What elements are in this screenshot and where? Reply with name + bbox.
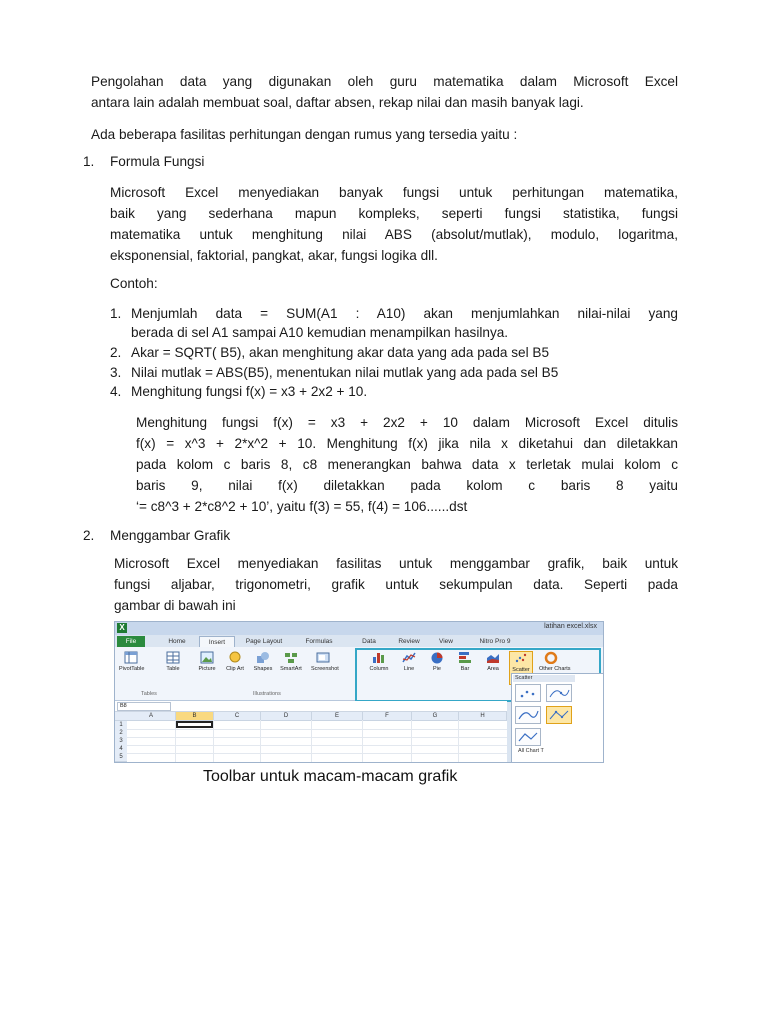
picture-icon [200,651,214,664]
example-2-line: Akar = SQRT( B5), akan menghitung akar data yang ada pada sel B5 [131,345,550,360]
tab-formulas[interactable]: Formulas [305,638,333,645]
scatter-smooth-option[interactable] [515,706,541,724]
column-header-g[interactable]: G [412,712,459,721]
smartart-button[interactable] [279,651,303,685]
tab-nitro[interactable]: Nitro Pro 9 [479,638,511,645]
intro-paragraph-cont [91,92,678,113]
gridline [362,720,363,762]
excel-title-bar [115,622,603,635]
scatter-dropdown-title: Scatter [513,675,575,682]
shapes-label: Shapes [253,666,273,672]
formula-bar [115,701,507,712]
row-header-1[interactable]: 1 [115,721,127,730]
detail-line-3: pada kolom c baris 8, c8 menerangkan bahwa data x terletak mulai kolom c [136,457,678,472]
example-4-line: Menghitung fungsi f(x) = x3 + 2x2 + 10. [131,384,368,399]
scatter-smooth-markers-icon [547,685,571,701]
intro-line-1: Pengolahan data yang digunakan oleh guru matematika dalam Microsoft Excel [91,74,678,89]
detail-line-2: f(x) = x^3 + 2*x^2 + 10. Menghitung f(x) jika nila x diketahui dan diletakkan [136,436,678,451]
column-header-a[interactable]: A [127,712,176,721]
column-header-b[interactable]: B [176,712,214,721]
section-2-number: 2. [83,528,95,543]
gridline [213,720,214,762]
column-label: Column [369,666,389,672]
tab-insert[interactable]: Insert [199,636,235,648]
section-2-para-line-3: gambar di bawah ini [114,598,236,613]
selected-cell[interactable] [176,721,213,728]
column-header-f[interactable]: F [363,712,412,721]
column-header-d[interactable]: D [261,712,312,721]
example-1-line-1: Menjumlah data = SUM(A1 : A10) akan menjumlahkan nilai-nilai yang [131,306,678,321]
section-1-para-line-2: baik yang sederhana mapun kompleks, seperti fungsi statistika, fungsi [110,206,678,221]
example-1-number: 1. [110,306,122,321]
gridline [127,729,507,730]
line-label: Line [403,666,415,672]
column-header-e[interactable]: E [312,712,363,721]
shapes-button[interactable] [251,651,275,685]
example-2-number: 2. [110,345,122,360]
screenshot-icon [316,651,330,664]
gridline [127,753,507,754]
smartart-icon [284,651,298,664]
clip-art-button[interactable] [223,651,247,685]
scatter-straight-icon [516,729,540,745]
group-label-tables: Tables [141,691,157,697]
intro-sentence [91,124,678,145]
table-button[interactable] [161,651,185,685]
detail-line-4: baris 9, nilai f(x) diletakkan pada kolom c baris 8 yaitu [136,478,678,493]
section-1-heading: Formula Fungsi [110,154,205,169]
table-icon [166,651,180,664]
scatter-smooth-icon [516,707,540,723]
section-1-para-line-1: Microsoft Excel menyediakan banyak fungsi untuk perhitungan matematika, [110,185,678,200]
section-1-para-line-4: eksponensial, faktorial, pangkat, akar, fungsi logika dll. [110,248,438,263]
tab-data[interactable]: Data [362,638,376,645]
all-chart-types-link[interactable]: All Chart T [518,748,544,754]
table-label: Table [166,666,180,672]
detail-line-1: Menghitung fungsi f(x) = x3 + 2x2 + 10 dalam Microsoft Excel ditulis [136,415,678,430]
gridline [311,720,312,762]
intro-paragraph [91,71,678,92]
pivottable-label: PivotTable [119,666,145,672]
row-header-2[interactable]: 2 [115,729,127,738]
ribbon-tabs [115,636,603,647]
row-header-3[interactable]: 3 [115,737,127,746]
smartart-label: SmartArt [280,666,302,672]
intro-line-3: Ada beberapa fasilitas perhitungan dengan rumus yang tersedia yaitu : [91,127,518,142]
scatter-markers-icon [516,685,540,701]
pivottable-button[interactable] [119,651,143,685]
gridline [458,720,459,762]
tab-page-layout[interactable]: Page Layout [245,638,283,645]
scatter-straight-markers-icon [547,707,571,723]
picture-label: Picture [198,666,216,672]
example-3-line: Nilai mutlak = ABS(B5), menentukan nilai mutlak yang ada pada sel B5 [131,365,559,380]
tab-view[interactable]: View [439,638,453,645]
column-header-h[interactable]: H [459,712,507,721]
tab-file[interactable]: File [117,636,145,647]
section-1-number: 1. [83,154,95,169]
tab-review[interactable]: Review [398,638,420,645]
excel-file-name: latihan excel.xlsx [544,623,597,630]
pivottable-icon [124,651,138,664]
pie-label: Pie [433,666,441,672]
group-label-illustrations: Illustrations [253,691,281,697]
example-1-line-2: berada di sel A1 sampai A10 kemudian menampilkan hasilnya. [131,325,509,340]
row-header-5[interactable]: 5 [115,753,127,762]
scatter-label: Scatter [512,667,530,673]
scatter-smooth-markers-option[interactable] [546,684,572,702]
area-label: Area [487,666,499,672]
contoh-label: Contoh: [110,276,158,291]
scatter-straight-markers-option[interactable] [546,706,572,724]
gridline [411,720,412,762]
bar-label: Bar [460,666,470,672]
example-4-number: 4. [110,384,122,399]
other-charts-label: Other Charts [539,666,571,672]
screenshot-button[interactable] [311,651,339,685]
gridline [127,745,507,746]
section-2-para-line-2: fungsi aljabar, trigonometri, grafik untuk sekumpulan data. Seperti pada [114,577,678,592]
clip-art-label: Clip Art [226,666,244,672]
section-2-para-line-1: Microsoft Excel menyediakan fasilitas untuk menggambar grafik, baik untuk [114,556,678,571]
section-1-para-line-3: matematika untuk menghitung nilai ABS (absolut/mutlak), modulo, logaritma, [110,227,678,242]
scatter-straight-option[interactable] [515,728,541,746]
column-header-c[interactable]: C [214,712,261,721]
scatter-markers-option[interactable] [515,684,541,702]
picture-button[interactable] [195,651,219,685]
shapes-icon [256,651,270,664]
excel-app-icon: X [117,623,127,633]
section-2-heading: Menggambar Grafik [110,528,231,543]
example-3-number: 3. [110,365,122,380]
tab-home[interactable]: Home [168,638,186,645]
clip-art-icon [228,651,242,664]
worksheet-grid [115,712,507,762]
row-header-4[interactable]: 4 [115,745,127,754]
detail-line-5: ‘= c8^3 + 2*c8^2 + 10’, yaitu f(3) = 55, f(4) = 106......dst [136,499,468,514]
name-box[interactable]: B8 [117,702,171,711]
screenshot-label: Screenshot [311,666,339,672]
gridline [260,720,261,762]
gridline [127,737,507,738]
excel-screenshot [114,621,604,763]
figure-caption: Toolbar untuk macam-macam grafik [203,768,458,785]
intro-line-2: antara lain adalah membuat soal, daftar absen, rekap nilai dan masih banyak lagi. [91,95,584,110]
scatter-dropdown [511,673,604,763]
